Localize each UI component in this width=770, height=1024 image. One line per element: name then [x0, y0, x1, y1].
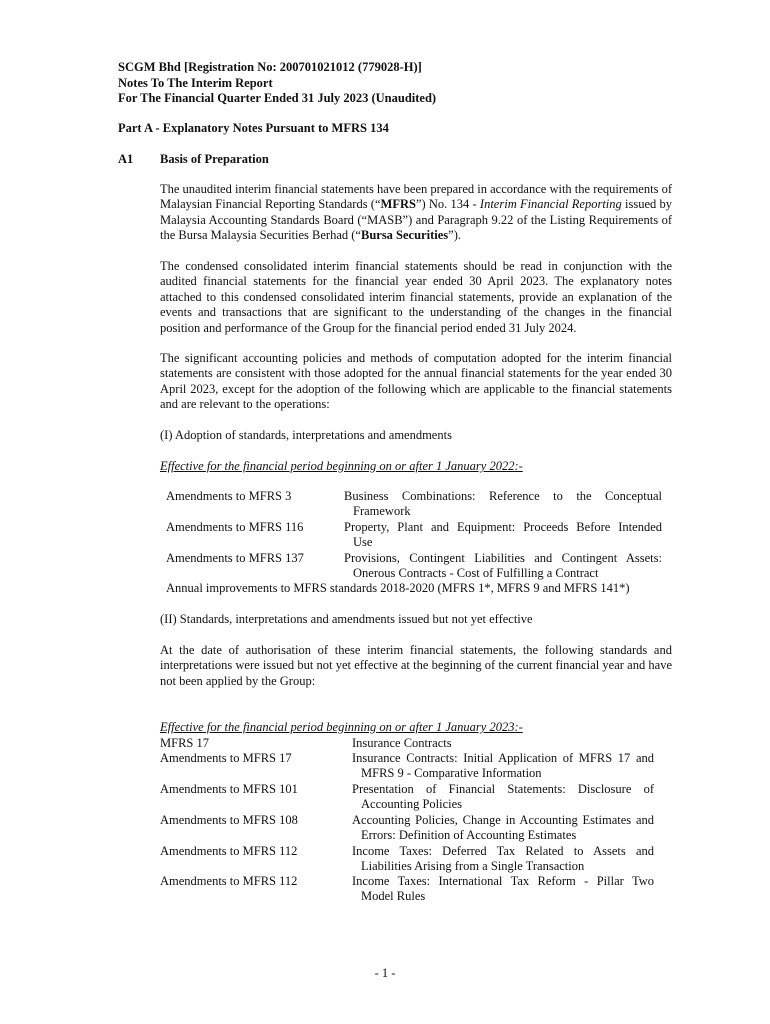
- standard-name: Amendments to MFRS 112: [160, 844, 298, 858]
- standard-name: Amendments to MFRS 101: [160, 782, 298, 796]
- para1-text3: issued by Malaysia Accounting Standards Board (“MASB”) and Paragraph 9.22 of the Listing Requirements of the Bursa Malaysia Securities Berhad (“: [160, 197, 673, 243]
- subsection-not-yet-effective: (II) Standards, interpretations and amendments issued but not yet effective: [160, 612, 533, 626]
- standard-name: MFRS 17: [160, 736, 209, 750]
- para1-text2: ”) No. 134 -: [415, 197, 480, 212]
- standard-description: [352, 844, 654, 875]
- standard-description: [352, 736, 654, 751]
- standard-description-line1: Business Combinations: Reference to the Conceptual: [344, 489, 662, 503]
- standard-name: Amendments to MFRS 137: [166, 551, 304, 565]
- effective-2022-heading: Effective for the financial period beginning on or after 1 January 2022:-: [160, 459, 523, 473]
- para1-text4: ”).: [448, 228, 461, 243]
- standard-name: Amendments to MFRS 108: [160, 813, 298, 827]
- para1-text1: The unaudited interim financial statements have been prepared in accordance with the requirements of Malaysian Financial Reporting Standards (“: [160, 182, 672, 212]
- standard-description-line1: Insurance Contracts: Initial Application of MFRS 17 and: [352, 751, 654, 765]
- standard-description: [344, 489, 662, 520]
- standard-name: Amendments to MFRS 17: [160, 751, 292, 765]
- standard-description-line1: Accounting Policies, Change in Accounting Estimates and: [352, 813, 654, 827]
- subsection-adoption: (I) Adoption of standards, interpretations and amendments: [160, 428, 452, 442]
- standard-description: [352, 782, 654, 813]
- standard-name: Amendments to MFRS 3: [166, 489, 292, 503]
- paragraph-authorisation: At the date of authorisation of these interim financial statements, the following standards and interpretations were issued but not yet effective at the beginning of the current financial year and have not been applied by the Group:: [160, 643, 672, 688]
- standard-name: Amendments to MFRS 112: [160, 874, 298, 888]
- standard-description: [344, 520, 662, 551]
- section-title: Basis of Preparation: [160, 152, 269, 166]
- standard-description-line1: Presentation of Financial Statements: Disclosure of: [352, 782, 654, 796]
- standard-description-line2: Framework: [353, 504, 411, 519]
- standard-description-line2: Model Rules: [361, 889, 426, 904]
- standard-description-line2: Accounting Policies: [361, 797, 463, 812]
- paragraph-condensed: The condensed consolidated interim financial statements should be read in conjunction with the audited financial statements for the financial year ended 30 April 2023. The explanatory notes attached to this condensed consolidated interim financial statements, provide an explanation of the events and transactions that are significant to the understanding of the changes in the financial position and performance of the Group for the financial period ended 31 July 2024.: [160, 259, 672, 335]
- bursa-abbrev: Bursa Securities: [360, 228, 449, 243]
- standard-name: Amendments to MFRS 116: [166, 520, 304, 534]
- standard-description: [352, 874, 654, 905]
- standard-description-line1: Income Taxes: Deferred Tax Related to Assets and: [352, 844, 654, 858]
- standard-description-line2: Liabilities Arising from a Single Transaction: [361, 859, 585, 874]
- standard-description: [344, 551, 662, 582]
- paragraph-accounting-policies: The significant accounting policies and methods of computation adopted for the interim financial statements are consistent with those adopted for the annual financial statements for the year ended 30 April 2023, except for the adoption of the following which are applicable to the financial statements and are relevant to the operations:: [160, 351, 672, 412]
- mfrs-abbrev: MFRS: [380, 197, 416, 212]
- section-number: A1: [118, 152, 134, 166]
- standard-description-line1: Income Taxes: International Tax Reform - Pillar Two: [352, 874, 654, 888]
- standard-description: [352, 813, 654, 844]
- paragraph-basis: [160, 182, 672, 244]
- standard-description-line1: Insurance Contracts: [352, 736, 452, 750]
- standard-description-line1: Property, Plant and Equipment: Proceeds Before Intended: [344, 520, 662, 534]
- part-title: Part A - Explanatory Notes Pursuant to MFRS 134: [118, 121, 389, 135]
- report-title: Notes To The Interim Report: [118, 75, 273, 90]
- company-registration-line: SCGM Bhd [Registration No: 200701021012 (779028-H)]: [118, 60, 422, 74]
- report-period: For The Financial Quarter Ended 31 July 2023 (Unaudited): [118, 91, 437, 105]
- standard-description-line2: Onerous Contracts - Cost of Fulfilling a Contract: [353, 566, 599, 581]
- effective-2023-heading: Effective for the financial period beginning on or after 1 January 2023:-: [160, 720, 523, 734]
- page-number: - 1 -: [374, 966, 396, 980]
- interim-reporting-title: Interim Financial Reporting: [479, 197, 622, 212]
- annual-improvements: Annual improvements to MFRS standards 2018-2020 (MFRS 1*, MFRS 9 and MFRS 141*): [166, 581, 630, 595]
- standard-description-line2: Errors: Definition of Accounting Estimates: [361, 828, 577, 843]
- standard-description-line2: MFRS 9 - Comparative Information: [361, 766, 542, 781]
- standard-description: [352, 751, 654, 782]
- standard-description-line1: Provisions, Contingent Liabilities and Contingent Assets:: [344, 551, 662, 565]
- standard-description-line2: Use: [353, 535, 373, 550]
